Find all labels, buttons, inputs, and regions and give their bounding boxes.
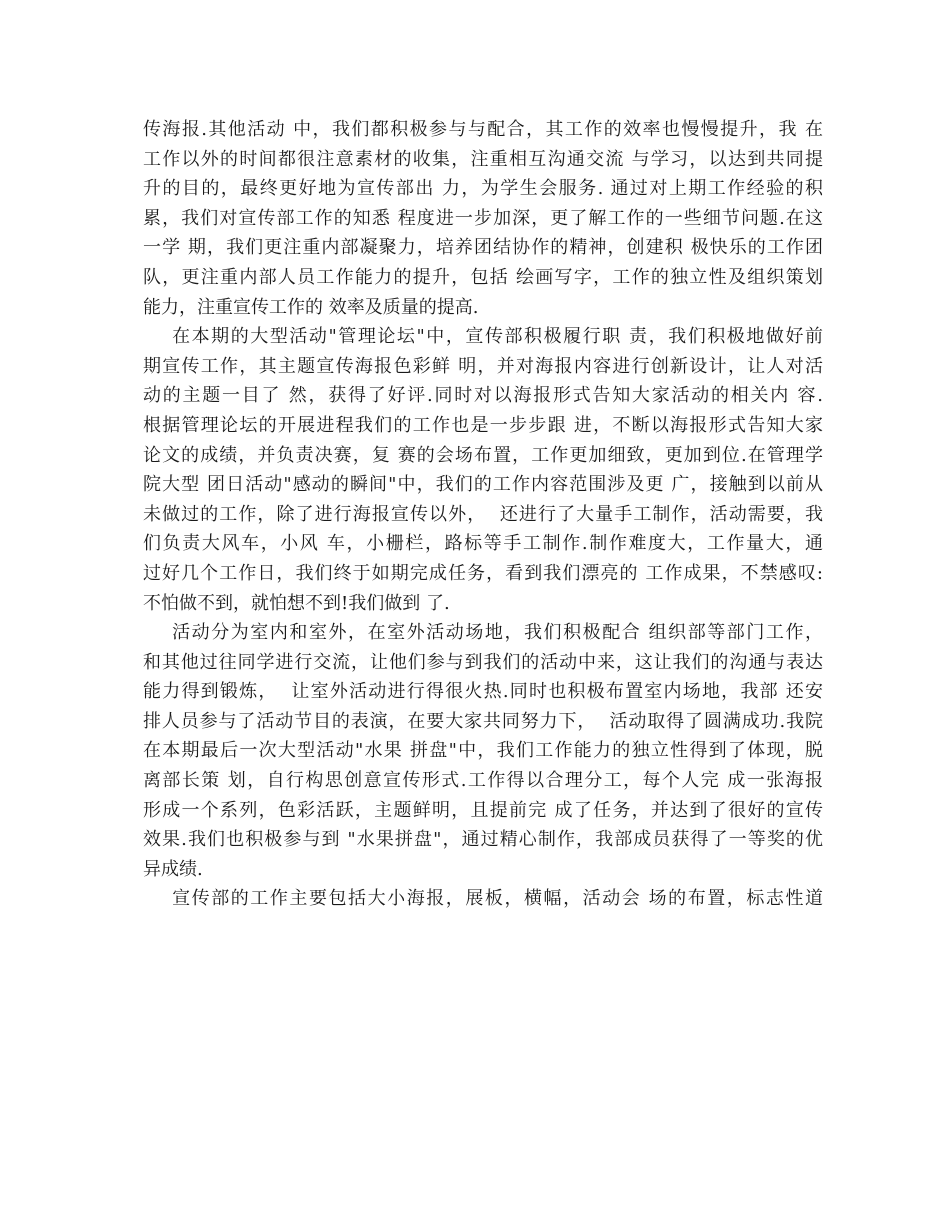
text-line: 动的主题一目了 然，获得了好评.同时对以海报形式告知大家活动的相关内 容.: [143, 385, 823, 407]
text-line: 不怕做不到，就怕想不到!我们做到 了.: [143, 592, 450, 614]
text-line: 排人员参与了活动节目的表演，在要大家共同努力下， 活动取得了圆满成功.我院: [143, 710, 823, 732]
text-line: 宣传部的工作主要包括大小海报，展板，横幅，活动会 场的布置，标志性道: [143, 888, 823, 910]
text-line: 论文的成绩，并负责决赛，复 赛的会场布置，工作更加细致，更加到位.在管理学: [143, 444, 823, 466]
text-line: 能力得到锻炼， 让室外活动进行得很火热.同时也积极布置室内场地，我部 还安: [143, 681, 823, 703]
text-line: 队，更注重内部人员工作能力的提升，包括 绘画写字，工作的独立性及组织策划: [143, 266, 823, 288]
text-line: 离部长策 划，自行构思创意宣传形式.工作得以合理分工，每个人完 成一张海报: [143, 770, 823, 792]
text-line: 效果.我们也积极参与到 "水果拼盘"，通过精心制作，我部成员获得了一等奖的优: [143, 829, 823, 851]
text-line: 过好几个工作日，我们终于如期完成任务，看到我们漂亮的 工作成果，不禁感叹:: [143, 562, 823, 584]
paragraph-2: [143, 322, 823, 618]
text-line: 形成一个系列，色彩活跃，主题鲜明，且提前完 成了任务，并达到了很好的宣传: [143, 799, 823, 821]
text-line: 累，我们对宣传部工作的知悉 程度进一步加深，更了解工作的一些细节问题.在这: [143, 207, 823, 229]
text-line: 能力，注重宣传工作的 效率及质量的提高.: [143, 296, 479, 318]
text-line: 一学 期，我们更注重内部凝聚力，培养团结协作的精神，创建积 极快乐的工作团: [143, 237, 823, 259]
text-line: 根据管理论坛的开展进程我们的工作也是一步步跟 进，不断以海报形式告知大家: [143, 414, 823, 436]
text-line: 在本期最后一次大型活动"水果 拼盘"中，我们工作能力的独立性得到了体现，脱: [143, 740, 823, 762]
document-page: [143, 115, 823, 914]
text-line: 异成绩.: [143, 858, 203, 880]
text-line: 和其他过往同学进行交流，让他们参与到我们的活动中来，这让我们的沟通与表达: [143, 651, 823, 673]
paragraph-1: [143, 115, 823, 322]
text-line: 升的目的，最终更好地为宣传部出 力，为学生会服务. 通过对上期工作经验的积: [143, 178, 823, 200]
text-line: 们负责大风车，小风 车，小栅栏，路标等手工制作.制作难度大，工作量大，通: [143, 533, 823, 555]
text-line: 院大型 团日活动"感动的瞬间"中，我们的工作内容范围涉及更 广，接触到以前从: [143, 474, 823, 496]
text-line: 期宣传工作，其主题宣传海报色彩鲜 明，并对海报内容进行创新设计，让人对活: [143, 355, 823, 377]
text-line: 未做过的工作，除了进行海报宣传以外， 还进行了大量手工制作，活动需要，我: [143, 503, 823, 525]
paragraph-4: [143, 884, 823, 914]
text-line: 活动分为室内和室外，在室外活动场地，我们积极配合 组织部等部门工作，: [143, 622, 823, 644]
text-line: 工作以外的时间都很注意素材的收集，注重相互沟通交流 与学习，以达到共同提: [143, 148, 823, 170]
text-line: 在本期的大型活动"管理论坛"中，宣传部积极履行职 责，我们积极地做好前: [143, 326, 823, 348]
paragraph-3: [143, 618, 823, 884]
text-line: 传海报.其他活动 中，我们都积极参与与配合，其工作的效率也慢慢提升，我 在: [143, 119, 823, 140]
